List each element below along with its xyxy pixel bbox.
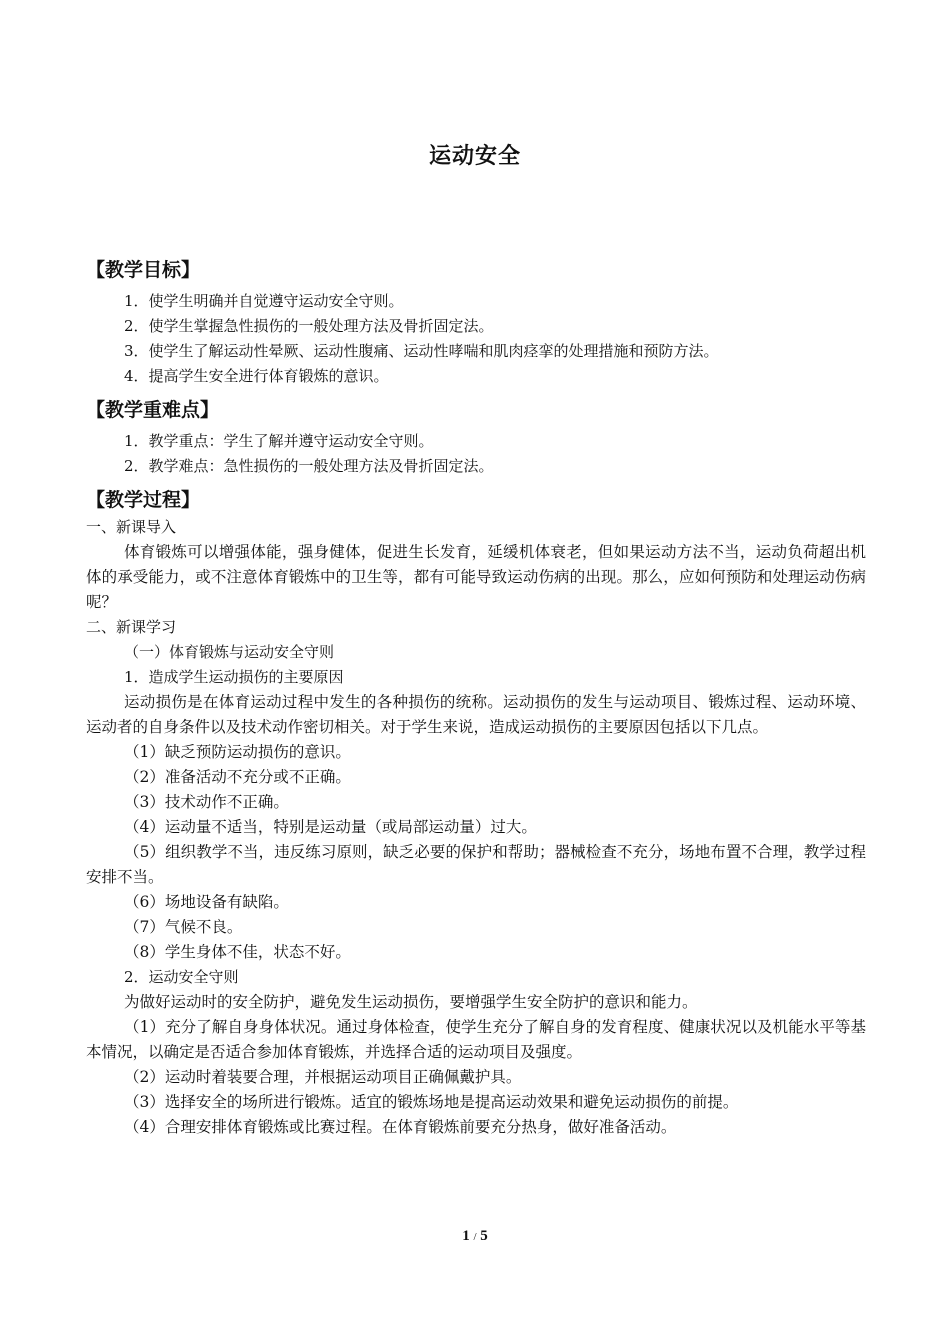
document-title: 运动安全	[428, 144, 521, 169]
objective-item: 4．提高学生安全进行体育锻炼的意识。	[124, 367, 389, 385]
subsection-title: （一）体育锻炼与运动安全守则	[124, 643, 335, 661]
cause-item: （8）学生身体不佳，状态不好。	[124, 943, 351, 961]
point-title: 2．运动安全守则	[124, 968, 239, 986]
objective-item: 1．使学生明确并自觉遵守运动安全守则。	[124, 292, 404, 310]
page-separator: /	[473, 1231, 477, 1243]
objectives-list	[86, 289, 866, 389]
objectives-heading: 【教学目标】	[86, 259, 201, 281]
process-heading: 【教学过程】	[86, 489, 201, 511]
point-paragraph: 为做好运动时的安全防护，避免发生运动损伤，要增强学生安全防护的意识和能力。	[124, 993, 698, 1011]
document-body	[86, 255, 866, 1140]
key-points-heading: 【教学重难点】	[86, 399, 220, 421]
cause-item: （7）气候不良。	[124, 918, 243, 936]
page-number	[0, 1228, 950, 1245]
point-title: 1．造成学生运动损伤的主要原因	[124, 668, 344, 686]
objective-item: 3．使学生了解运动性晕厥、运动性腹痛、运动性哮喘和肌肉痉挛的处理措施和预防方法。	[124, 342, 719, 360]
rule-item: （1）充分了解自身身体状况。通过身体检查，使学生充分了解自身的发育程度、健康状况以及机能水平等基本情况，以确定是否适合参加体育锻炼，并选择合适的运动项目及强度。	[86, 1018, 866, 1061]
point-paragraph: 运动损伤是在体育运动过程中发生的各种损伤的统称。运动损伤的发生与运动项目、锻炼过程、运动环境、运动者的自身条件以及技术动作密切相关。对于学生来说，造成运动损伤的主要原因包括以下几点。	[86, 693, 866, 736]
cause-item: （6）场地设备有缺陷。	[124, 893, 289, 911]
cause-item: （2）准备活动不充分或不正确。	[124, 768, 351, 786]
key-point-item: 1．教学重点：学生了解并遵守运动安全守则。	[124, 432, 434, 450]
rule-item: （3）选择安全的场所进行锻炼。适宜的锻炼场地是提高运动效果和避免运动损伤的前提。	[124, 1093, 739, 1111]
key-points-list	[86, 429, 866, 479]
page-total: 5	[480, 1228, 488, 1244]
rule-item: （2）运动时着装要合理，并根据运动项目正确佩戴护具。	[124, 1068, 522, 1086]
rule-item: （4）合理安排体育锻炼或比赛过程。在体育锻炼前要充分热身，做好准备活动。	[124, 1118, 677, 1136]
cause-item: （1）缺乏预防运动损伤的意识。	[124, 743, 351, 761]
intro-section-title: 一、新课导入	[86, 518, 177, 536]
page-current: 1	[462, 1228, 470, 1244]
cause-item: （3）技术动作不正确。	[124, 793, 289, 811]
intro-paragraph: 体育锻炼可以增强体能，强身健体，促进生长发育，延缓机体衰老，但如果运动方法不当，运动负荷超出机体的承受能力，或不注意体育锻炼中的卫生等，都有可能导致运动伤病的出现。那么，应如何预防和处理运动伤病呢？	[86, 543, 866, 611]
cause-item: （4）运动量不适当，特别是运动量（或局部运动量）过大。	[124, 818, 537, 836]
key-point-item: 2．教学难点：急性损伤的一般处理方法及骨折固定法。	[124, 457, 494, 475]
cause-item: （5）组织教学不当，违反练习原则，缺乏必要的保护和帮助；器械检查不充分，场地布置不合理，教学过程安排不当。	[86, 843, 866, 886]
objective-item: 2．使学生掌握急性损伤的一般处理方法及骨折固定法。	[124, 317, 494, 335]
learning-section-title: 二、新课学习	[86, 618, 177, 636]
